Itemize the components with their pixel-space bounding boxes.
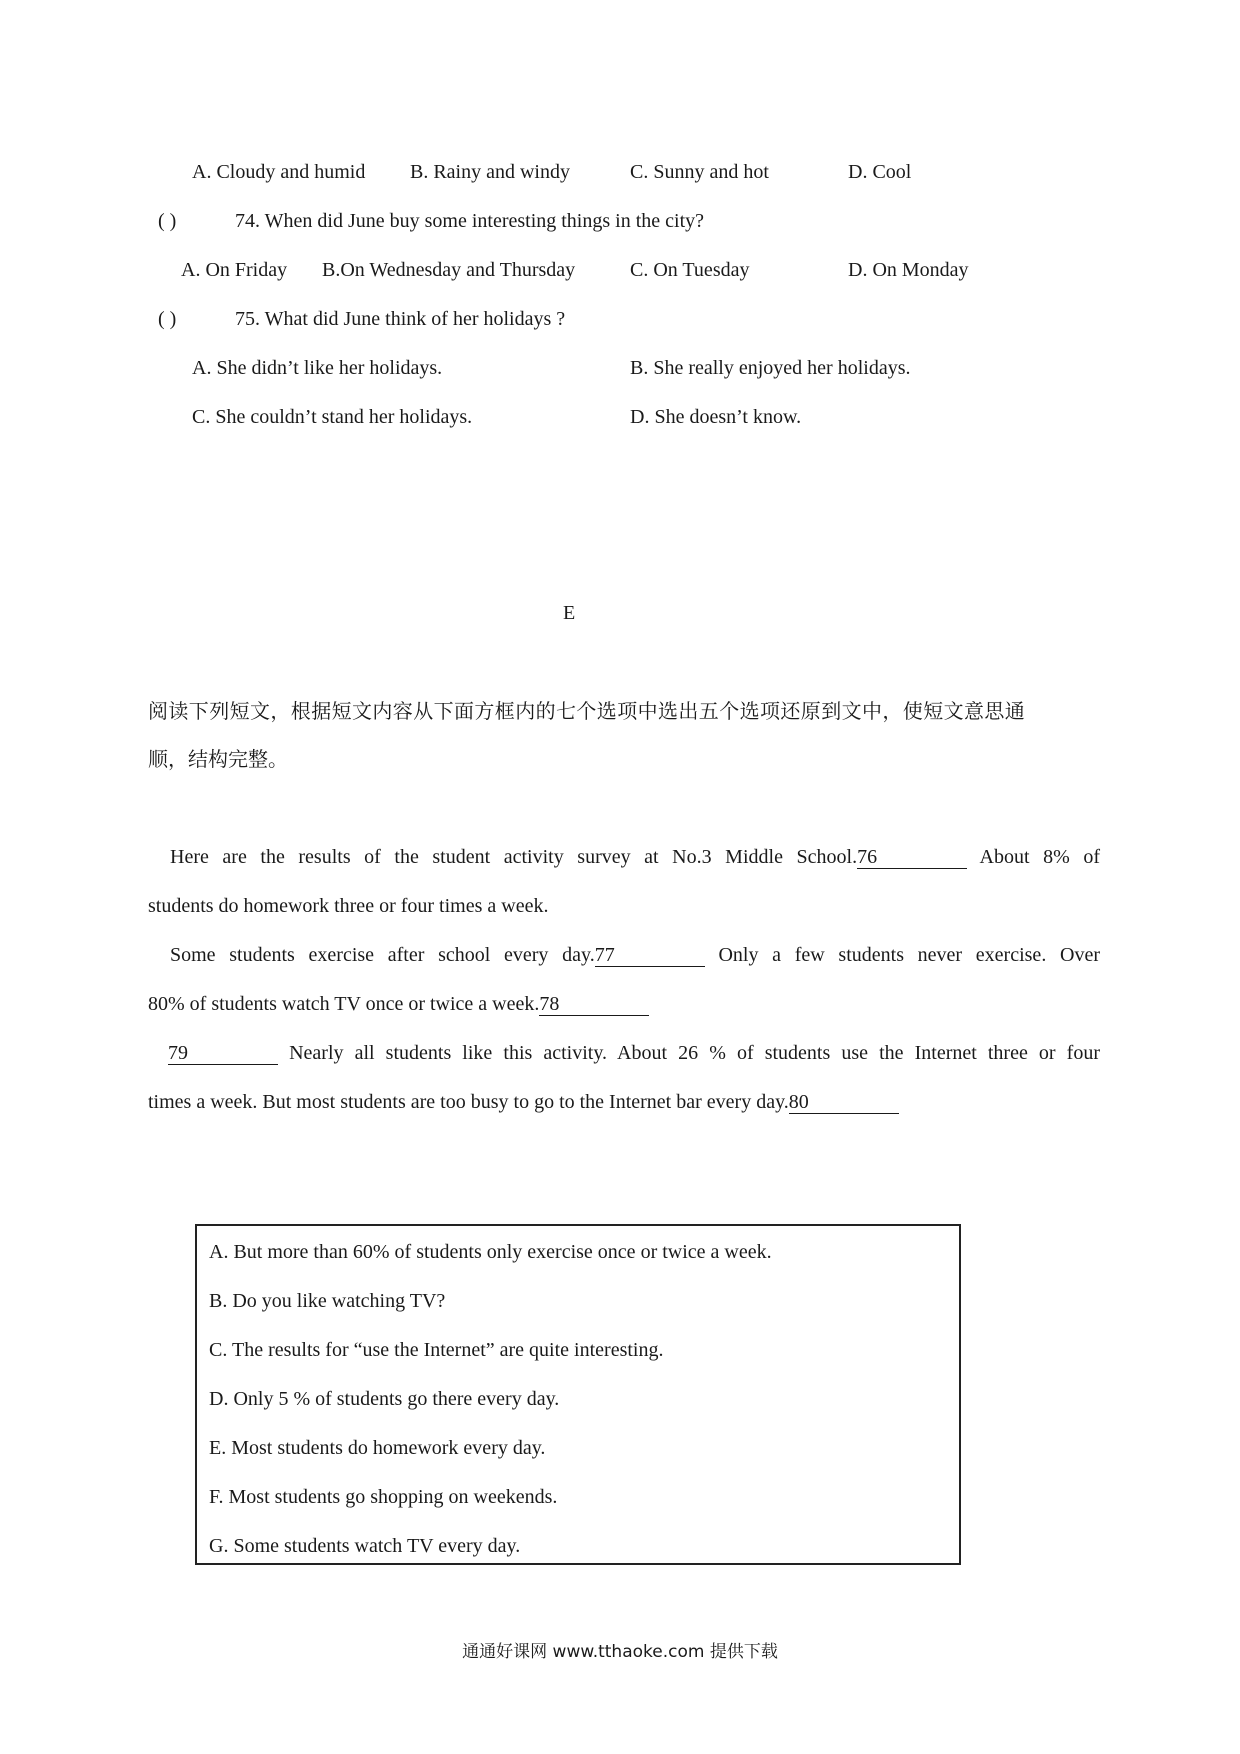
q74-option-c: C. On Tuesday (630, 259, 750, 281)
q75-option-c: C. She couldn’t stand her holidays. (192, 406, 473, 428)
q74-stem: 74. When did June buy some interesting things in the city? (235, 210, 705, 232)
q75-answer-paren[interactable]: ( ) (158, 308, 177, 330)
passage-text: Here are the results of the student activity survey at No.3 Middle School. (170, 846, 858, 868)
q73-option-a: A. Cloudy and humid (192, 161, 366, 183)
passage-line (148, 992, 1100, 1016)
choice-b: B. Do you like watching TV? (209, 1290, 446, 1312)
instruction-line-1: 阅读下列短文，根据短文内容从下面方框内的七个选项中选出五个选项还原到文中，使短文意思通 (148, 699, 1026, 723)
q73-option-b: B. Rainy and windy (410, 161, 570, 183)
q75-stem: 75. What did June think of her holidays ? (235, 308, 566, 330)
blank-77[interactable]: 77 (595, 944, 705, 967)
passage-text: About 8% of (979, 846, 1100, 868)
q74-answer-paren[interactable]: ( ) (158, 210, 177, 232)
passage-line (170, 943, 1100, 967)
choices-box (195, 1224, 961, 1565)
choice-a: A. But more than 60% of students only exercise once or twice a week. (209, 1241, 772, 1263)
q75-option-d: D. She doesn’t know. (630, 406, 802, 428)
q75-option-b: B. She really enjoyed her holidays. (630, 357, 911, 379)
choice-d: D. Only 5 % of students go there every day. (209, 1388, 560, 1410)
choice-e: E. Most students do homework every day. (209, 1437, 546, 1459)
blank-79[interactable]: 79 (168, 1042, 278, 1065)
passage-text: times a week. But most students are too busy to go to the Internet bar every day. (148, 1091, 789, 1113)
q74-option-b: B.On Wednesday and Thursday (322, 259, 576, 281)
passage-text: 80% of students watch TV once or twice a week. (148, 993, 540, 1015)
passage-line (148, 1090, 1100, 1114)
passage-line (170, 845, 1100, 869)
blank-76[interactable]: 76 (857, 846, 967, 869)
choice-c: C. The results for “use the Internet” are quite interesting. (209, 1339, 664, 1361)
q73-option-c: C. Sunny and hot (630, 161, 769, 183)
choice-g: G. Some students watch TV every day. (209, 1535, 521, 1557)
passage-text: Only a few students never exercise. Over (718, 944, 1101, 966)
q75-option-a: A. She didn’t like her holidays. (192, 357, 443, 379)
blank-78[interactable]: 78 (539, 993, 649, 1016)
passage-text: Nearly all students like this activity. About 26 % of students use the Internet three or four (289, 1042, 1100, 1064)
blank-80[interactable]: 80 (789, 1091, 899, 1114)
instruction-line-2: 顺，结构完整。 (148, 747, 288, 771)
passage-line (168, 1041, 1100, 1065)
q73-option-d: D. Cool (848, 161, 912, 183)
q74-option-a: A. On Friday (181, 259, 288, 281)
q74-option-d: D. On Monday (848, 259, 969, 281)
choice-f: F. Most students go shopping on weekends. (209, 1486, 558, 1508)
passage-text: Some students exercise after school every day. (170, 944, 595, 966)
page-footer: 通通好课网 www.tthaoke.com 提供下载 (462, 1642, 778, 1662)
passage-line: students do homework three or four times a week. (148, 895, 549, 917)
section-letter: E (563, 602, 576, 624)
